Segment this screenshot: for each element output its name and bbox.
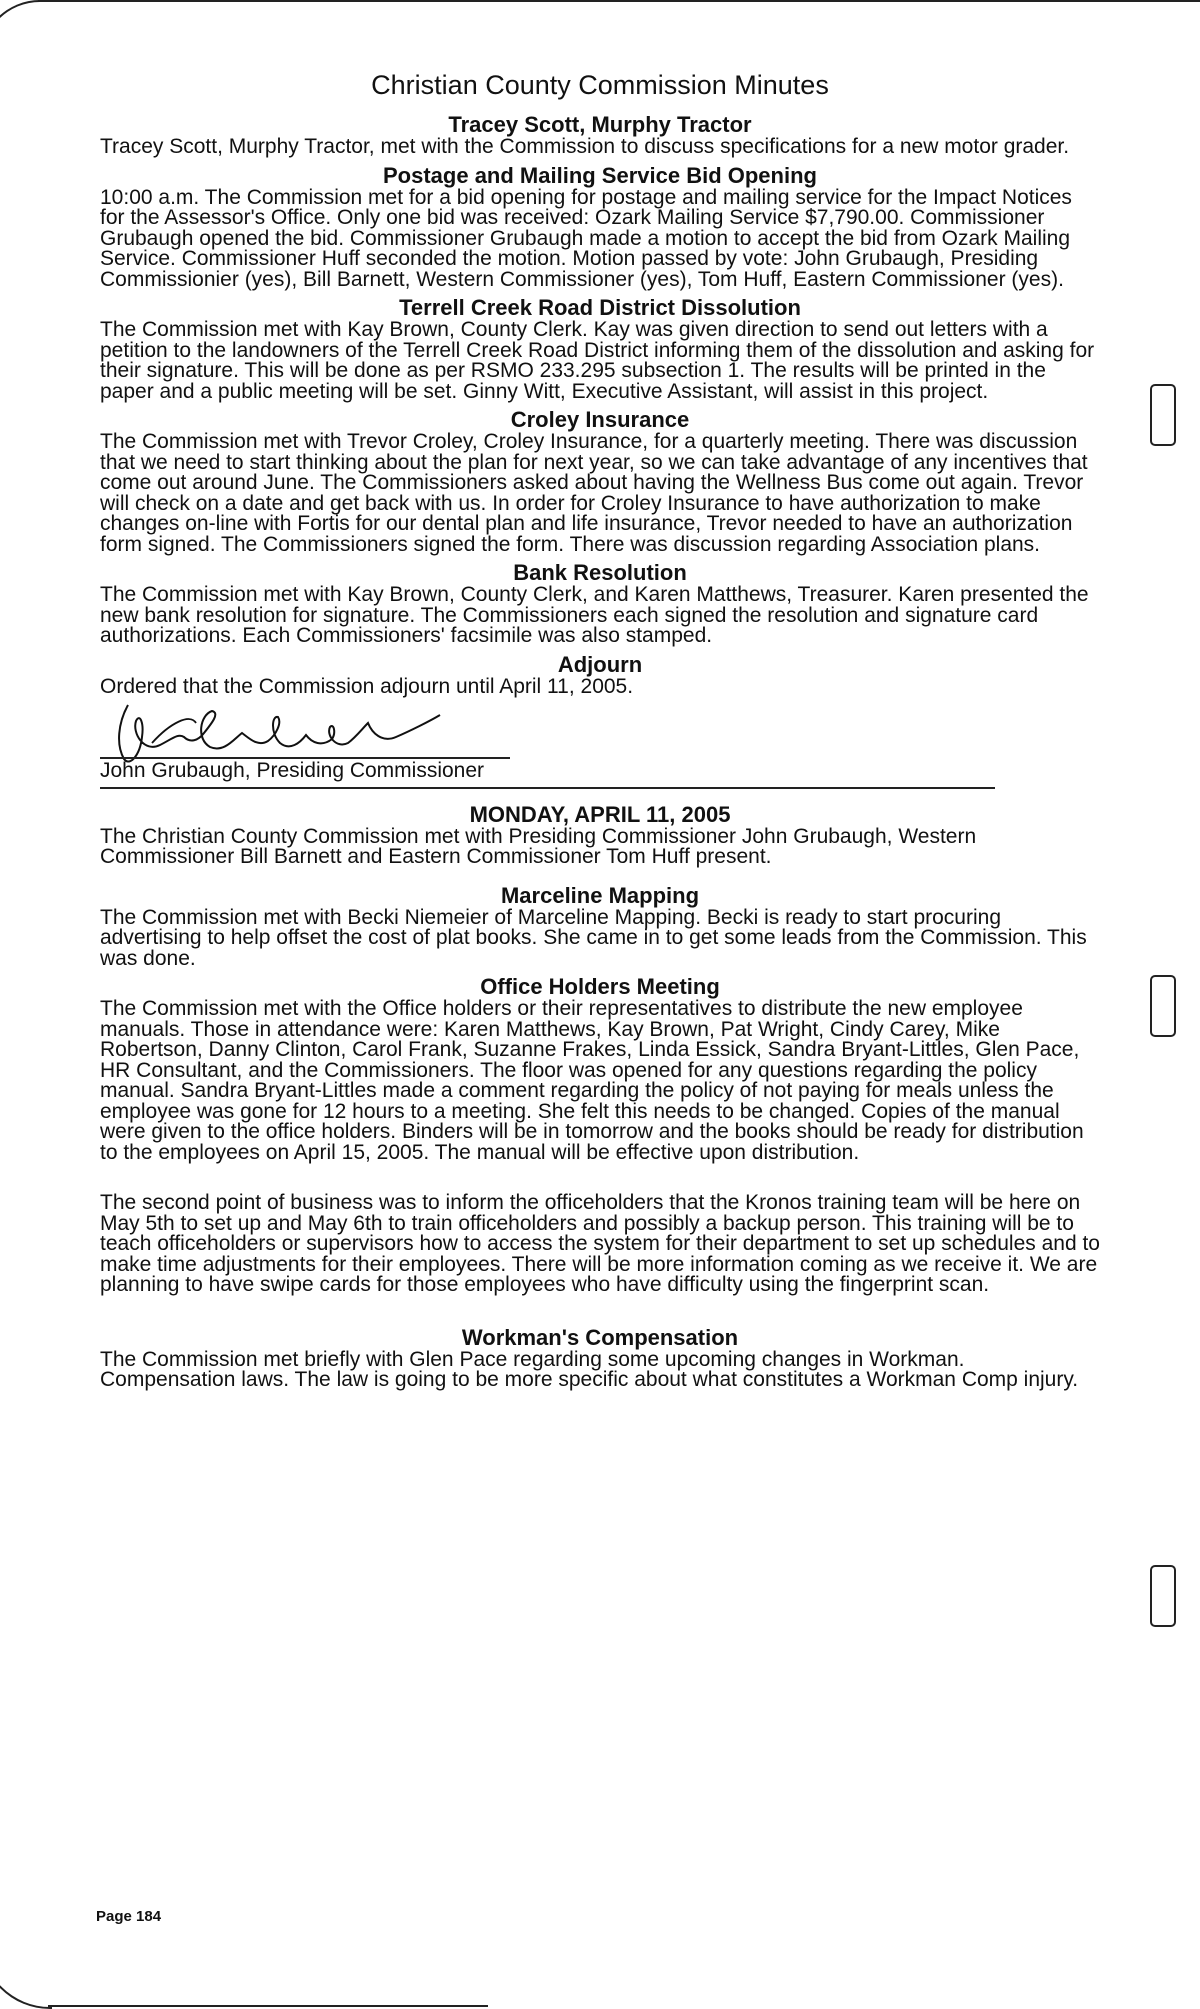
section-heading: Croley Insurance: [510, 407, 690, 432]
page-border-corner: [0, 1937, 52, 2009]
binder-hole: [1150, 975, 1176, 1037]
section-heading: Postage and Mailing Service Bid Opening: [383, 162, 817, 188]
section-heading: Office Holders Meeting: [480, 974, 720, 999]
section-marceline-mapping: [100, 884, 1100, 970]
section-office-holders: [100, 975, 1100, 1296]
page-title: Christian County Commission Minutes: [371, 70, 829, 100]
section-heading: Adjourn: [557, 651, 643, 677]
section-body: 10:00 a.m. The Commission met for a bid opening for postage and mailing service for the Impact Notices for the Assessor's Office. Only one bid was received: Ozark Mailing Service $7,790.00. Commissioner Grubaugh opened the bid. Commissioner Grubaugh made a motion to accept the bid from Ozark Mailing Service. Commissioner Huff seconded the motion. Motion passed by vote: John Grubaugh, Presiding Commissionier (yes), Bill Barnett, Western Commissioner (yes), Tom Huff, Eastern Commissioner (yes).: [100, 185, 1072, 291]
page-border-top: [38, 0, 1200, 2]
divider: [100, 787, 995, 789]
section-body: The second point of business was to inform the officeholders that the Kronos training team will be here on May 5th to set up and May 6th to train officeholders and possibly a backup person. This training will be to teach officeholders or supervisors how to access the system for their department to set up schedules and to make time adjustments for their employees. There will be more information coming as we receive it. We are planning to have swipe cards for those employees who have difficulty using the fingerprint scan.: [100, 1191, 1100, 1296]
section-workmans-comp: [100, 1326, 1100, 1391]
section-date: [100, 803, 1100, 868]
page-border-corner: [0, 0, 42, 62]
section-body: The Commission met with Becki Niemeier of Marceline Mapping. Becki is ready to start procuring advertising to help offset the cost of plat books. She came in to get some leads from the Commission. This was done.: [100, 905, 1087, 970]
section-tracey-scott: [100, 113, 1100, 158]
section-body: The Commission met with Kay Brown, County Clerk. Kay was given direction to send out letters with a petition to the landowners of the Terrell Creek Road District informing them of the dissolution and asking for their signature. This will be done as per RSMO 233.295 subsection 1. The results will be printed in the paper and a public meeting will be set. Ginny Witt, Executive Assistant, will assist in this project.: [100, 318, 1095, 403]
section-adjourn: [100, 653, 1100, 698]
page-number: Page 184: [96, 1908, 162, 1925]
section-heading: Marceline Mapping: [500, 882, 700, 908]
section-body: Tracey Scott, Murphy Tractor, met with the Commission to discuss specifications for a new motor grader.: [100, 135, 1070, 158]
signature-block: [100, 703, 1100, 782]
section-terrell-creek: [100, 296, 1100, 402]
section-heading: Tracey Scott, Murphy Tractor: [448, 112, 752, 137]
signature-label: John Grubaugh, Presiding Commissioner: [100, 759, 485, 782]
section-body: The Commission met with Kay Brown, County Clerk, and Karen Matthews, Treasurer. Karen presented the new bank resolution for signature. The Commissioners each signed the resolution and signature card authorizations. Each Commissioners' facsimile was also stamped.: [100, 583, 1089, 647]
date-intro: The Christian County Commission met with Presiding Commissioner John Grubaugh, Western Commissioner Bill Barnett and Eastern Commissioner Tom Huff present.: [100, 824, 977, 868]
section-heading: Workman's Compensation: [461, 1324, 739, 1350]
section-bid-opening: [100, 164, 1100, 291]
section-croley-insurance: [100, 408, 1100, 555]
section-body: The Commission met with Trevor Croley, Croley Insurance, for a quarterly meeting. There was discussion that we need to start thinking about the plan for next year, so we can take advantage of any incentives that come out around June. The Commissioners asked about having the Wellness Bus come out again. Trevor will check on a date and get back with us. In order for Croley Insurance to have authorization to make changes on-line with Fortis for our dental plan and life insurance, Trevor needed to have an authorization form signed. The Commissioners signed the form. There was discussion regarding Association plans.: [100, 430, 1088, 556]
minutes-content: [100, 70, 1100, 1397]
section-body: The Commission met briefly with Glen Pace regarding some upcoming changes in Workman. Compensation laws. The law is going to be more specific about what constitutes a Workman Comp injury.: [100, 1347, 1079, 1391]
date-heading: MONDAY, APRIL 11, 2005: [469, 801, 731, 827]
section-heading: Bank Resolution: [513, 560, 687, 585]
binder-hole: [1150, 1565, 1176, 1627]
section-bank-resolution: [100, 561, 1100, 647]
section-body: The Commission met with the Office holders or their representatives to distribute the new employee manuals. Those in attendance were: Karen Matthews, Kay Brown, Pat Wright, Cindy Carey, Mike Robertson, Danny Clinton, Carol Frank, Suzanne Frakes, Linda Essick, Sandra Bryant-Littles, Glen Pace, HR Consultant, and the Commissioners. The floor was opened for any questions regarding the policy manual. Sandra Bryant-Littles made a comment regarding the policy of not paying for meals unless the employee was gone for 12 hours to a meeting. She felt this needs to be changed. Copies of the manual were given to the office holders. Binders will be in tomorrow and the books should be ready for distribution to the employees on April 15, 2005. The manual will be effective upon distribution.: [100, 997, 1084, 1164]
section-body: Ordered that the Commission adjourn until April 11, 2005.: [100, 674, 634, 698]
binder-hole: [1150, 384, 1176, 446]
section-heading: Terrell Creek Road District Dissolution: [399, 295, 801, 320]
